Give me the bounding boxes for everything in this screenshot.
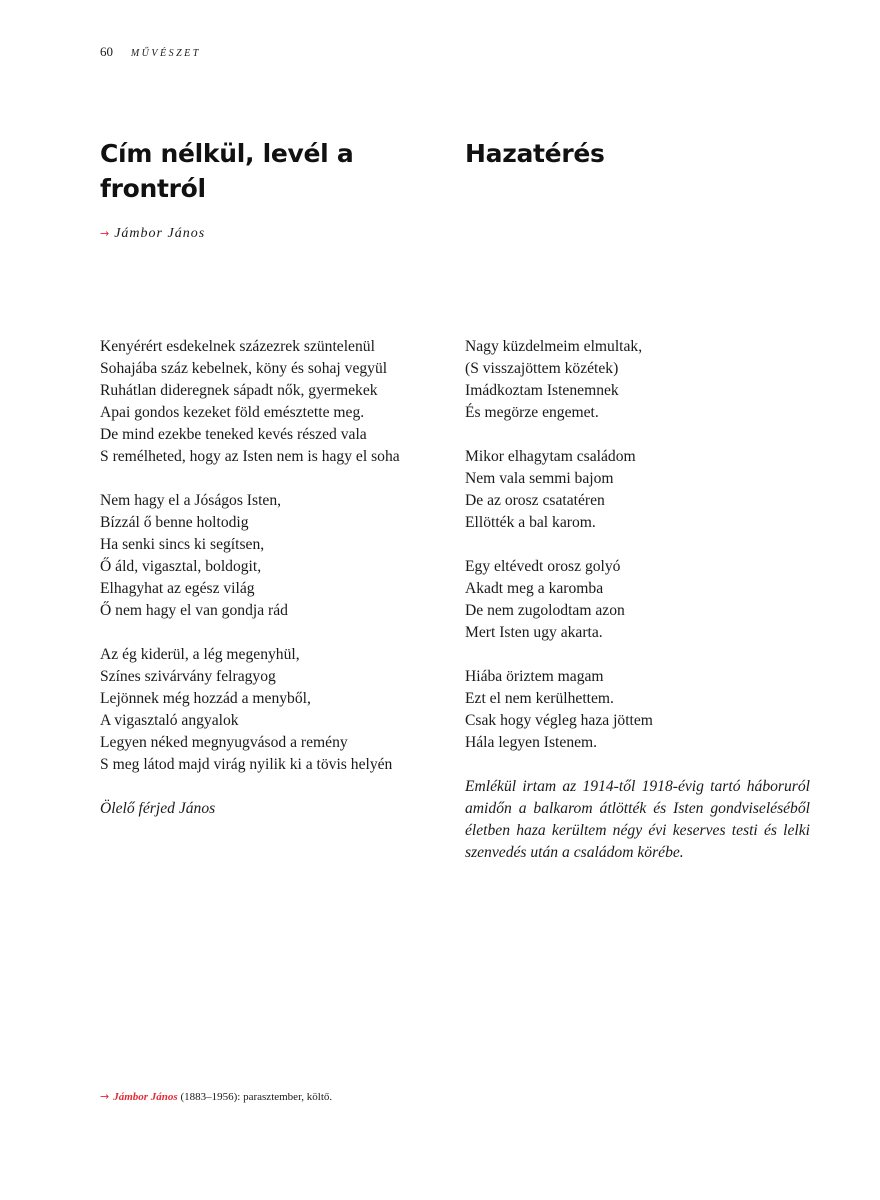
closing-note: Emlékül irtam az 1914-től 1918-évig tartó háboruról amidőn a balkarom átlötték és Isten gondviseléséből életben haza kerültem négy évi keserves testi és lelki szenvedés után a családom körébe. — [465, 778, 810, 861]
poem-line: Egy eltévedt orosz golyó — [465, 558, 621, 575]
poem-line: Imádkoztam Istenemnek — [465, 382, 619, 399]
stanza — [465, 556, 810, 644]
footnote — [100, 1090, 332, 1103]
signature: Ölelő férjed János — [100, 800, 216, 817]
poem-line: Hiába öriztem magam — [465, 668, 604, 685]
poem-line: (S visszajöttem közétek) — [465, 360, 619, 377]
page-number: 60 — [100, 44, 113, 59]
poem-line: Mikor elhagytam családom — [465, 448, 636, 465]
stanza — [465, 336, 810, 424]
poem-line: Ha senki sincs ki segítsen, — [100, 536, 265, 553]
poem-line: Apai gondos kezeket föld emésztette meg. — [100, 404, 365, 421]
poem-line: Színes szivárvány felragyog — [100, 668, 276, 685]
arrow-icon: → — [100, 1090, 110, 1103]
poem-line: A vigasztaló angyalok — [100, 712, 239, 729]
poem-line: De az orosz csatatéren — [465, 492, 605, 509]
poem-line: Nem hagy el a Jóságos Isten, — [100, 492, 282, 509]
poem-title-left: Cím nélkül, levél a frontról — [100, 139, 354, 203]
poem-line: Az ég kiderül, a lég megenyhül, — [100, 646, 300, 663]
arrow-icon: → — [100, 227, 111, 240]
poem-line: S meg látod majd virág nyilik ki a tövis helyén — [100, 756, 393, 773]
stanza — [100, 644, 440, 776]
poem-line: Elhagyhat az egész világ — [100, 580, 255, 597]
author-name: Jámbor János — [114, 226, 206, 241]
stanza — [465, 666, 810, 754]
poem-line: Ő áld, vigasztal, boldogit, — [100, 558, 262, 575]
poem-line: Kenyérért esdekelnek százezrek szüntelenül — [100, 338, 375, 355]
poem-right — [465, 336, 810, 864]
running-header — [100, 44, 201, 60]
section-name: MŰVÉSZET — [130, 48, 201, 59]
poem-line: S remélheted, hogy az Isten nem is hagy el soha — [100, 448, 400, 465]
poem-line: Nagy küzdelmeim elmultak, — [465, 338, 643, 355]
poem-line: Akadt meg a karomba — [465, 580, 604, 597]
poem-line: De mind ezekbe teneked kevés részed vala — [100, 426, 367, 443]
poem-line: Ruhátlan dideregnek sápadt nők, gyermekek — [100, 382, 378, 399]
poem-line: Legyen néked megnyugvásod a remény — [100, 734, 348, 751]
footnote-name: Jámbor János — [113, 1091, 178, 1103]
poem-line: Hála legyen Istenem. — [465, 734, 598, 751]
poem-title-right: Hazatérés — [465, 139, 605, 168]
footnote-text: (1883–1956): parasztember, költő. — [177, 1091, 333, 1103]
poem-line: Ellötték a bal karom. — [465, 514, 596, 531]
poem-line: Nem vala semmi bajom — [465, 470, 614, 487]
stanza — [465, 446, 810, 534]
poem-line: Csak hogy végleg haza jöttem — [465, 712, 653, 729]
poem-line: Mert Isten ugy akarta. — [465, 624, 603, 641]
stanza — [100, 336, 440, 468]
author-line — [100, 226, 205, 242]
poem-line: Sohajába száz kebelnek, köny és sohaj vegyül — [100, 360, 388, 377]
stanza — [100, 490, 440, 622]
poem-line: És megörze engemet. — [465, 404, 599, 421]
poem-line: Ő nem hagy el van gondja rád — [100, 602, 288, 619]
poem-line: De nem zugolodtam azon — [465, 602, 625, 619]
poem-left — [100, 336, 440, 820]
poem-line: Bízzál ő benne holtodig — [100, 514, 249, 531]
poem-line: Lejönnek még hozzád a menyből, — [100, 690, 311, 707]
poem-line: Ezt el nem kerülhettem. — [465, 690, 614, 707]
